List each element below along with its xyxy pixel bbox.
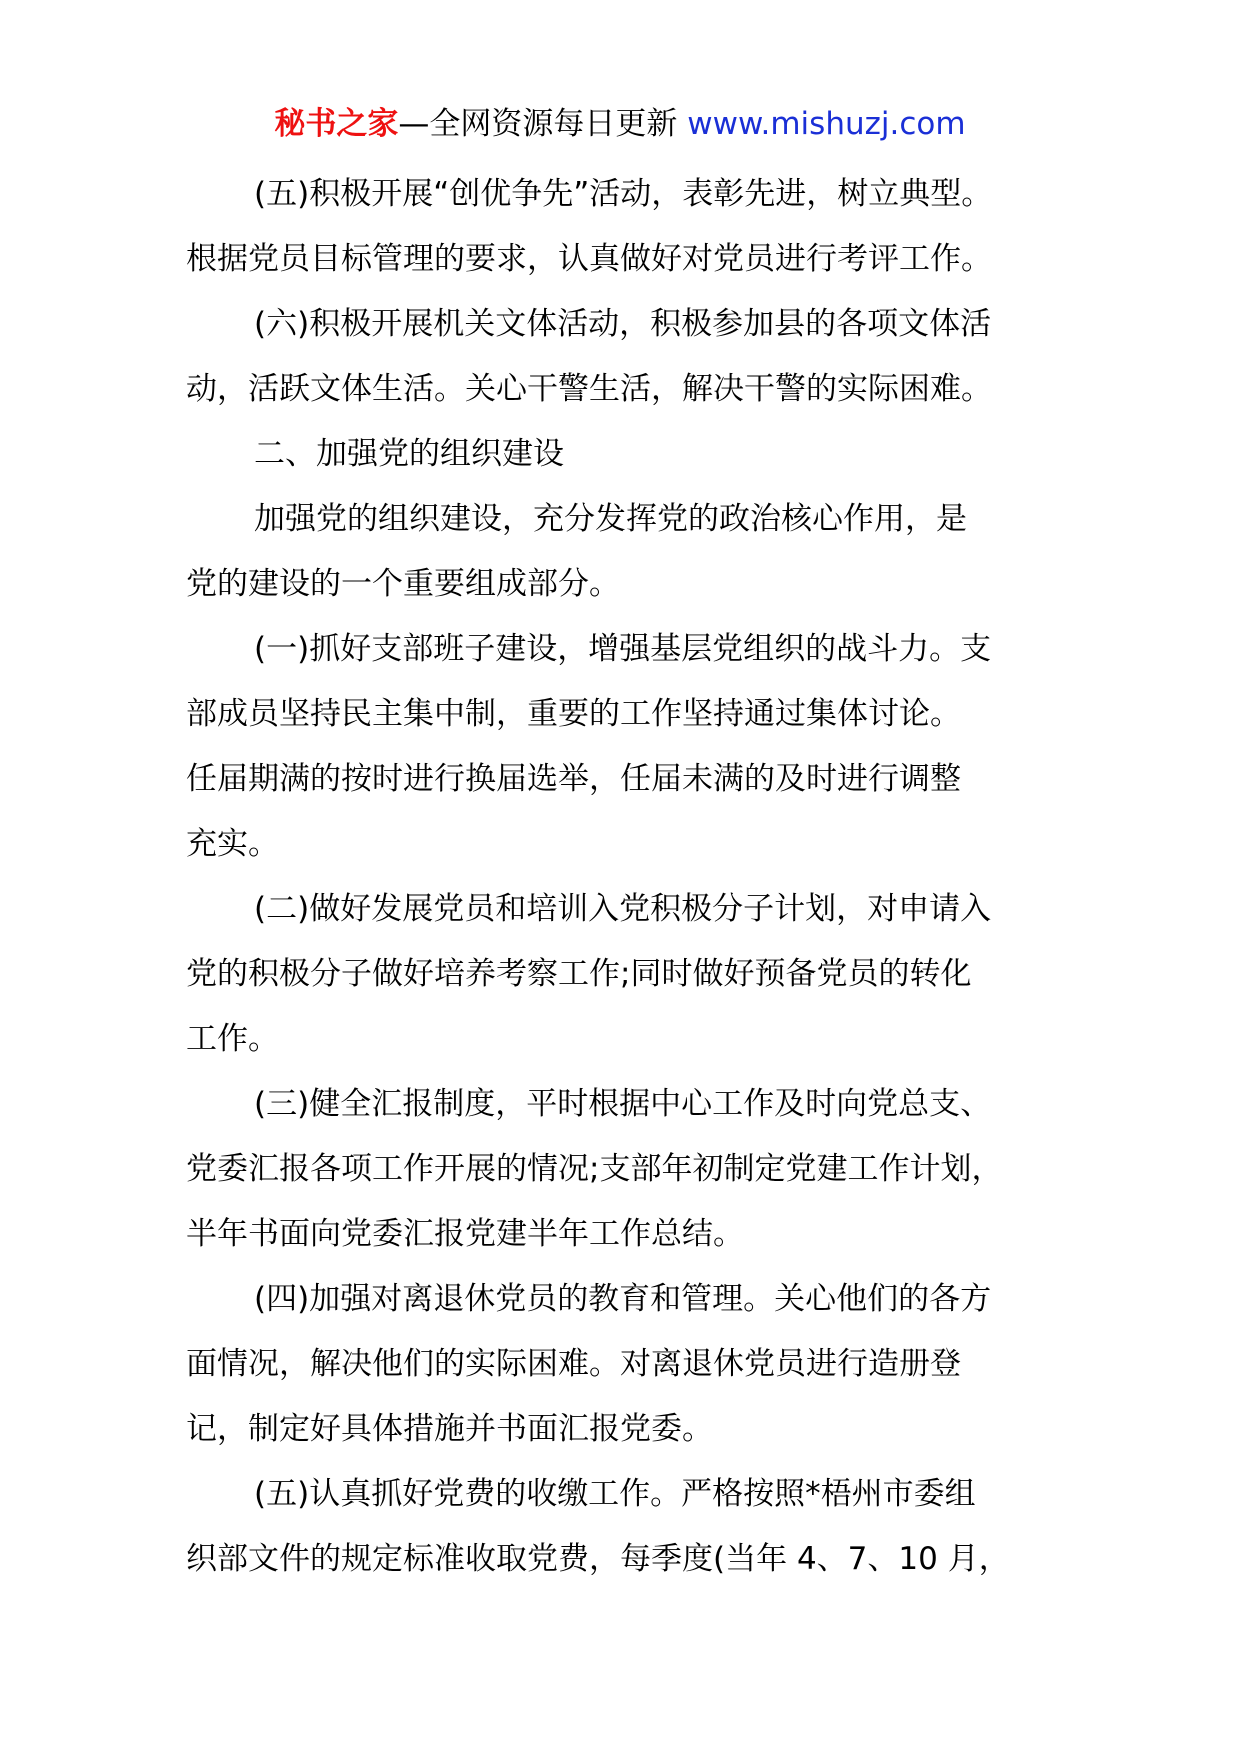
site-url-link[interactable]: www.mishuzj.com: [687, 106, 966, 142]
paragraph-line: 党的积极分子做好培养考察工作;同时做好预备党员的转化: [186, 956, 972, 992]
paragraph-line: (五)认真抓好党费的收缴工作。严格按照*梧州市委组: [254, 1476, 976, 1512]
paragraph-line: 工作。: [186, 1021, 279, 1057]
paragraph-line: (二)做好发展党员和培训入党积极分子计划，对申请入: [254, 891, 992, 927]
paragraph-line: 加强党的组织建设，充分发挥党的政治核心作用，是: [254, 501, 967, 537]
paragraph-line: 织部文件的规定标准收取党费，每季度(当年 4、7、10 月，: [186, 1541, 1010, 1577]
paragraph-line: (六)积极开展机关文体活动，积极参加县的各项文体活: [254, 306, 992, 342]
site-header: [0, 102, 1240, 146]
paragraph-line: (三)健全汇报制度，平时根据中心工作及时向党总支、: [254, 1086, 992, 1122]
header-tagline: —全网资源每日更新: [398, 106, 678, 142]
paragraph-line: (四)加强对离退休党员的教育和管理。关心他们的各方: [254, 1281, 992, 1317]
brand-name: 秘书之家: [274, 106, 399, 142]
paragraph-line: 半年书面向党委汇报党建半年工作总结。: [186, 1216, 744, 1252]
paragraph-line: 党委汇报各项工作开展的情况;支部年初制定党建工作计划，: [186, 1151, 1003, 1187]
paragraph-line: (一)抓好支部班子建设，增强基层党组织的战斗力。支: [254, 631, 992, 667]
paragraph-line: 任届期满的按时进行换届选举，任届未满的及时进行调整: [186, 761, 961, 797]
paragraph-line: 根据党员目标管理的要求，认真做好对党员进行考评工作。: [186, 241, 992, 277]
paragraph-line: 党的建设的一个重要组成部分。: [186, 566, 620, 602]
paragraph-line: (五)积极开展“创优争先”活动，表彰先进，树立典型。: [254, 176, 993, 212]
paragraph-line: 部成员坚持民主集中制，重要的工作坚持通过集体讨论。: [186, 696, 961, 732]
section-heading: 二、加强党的组织建设: [254, 436, 564, 472]
paragraph-line: 面情况，解决他们的实际困难。对离退休党员进行造册登: [186, 1346, 961, 1382]
paragraph-line: 记，制定好具体措施并书面汇报党委。: [186, 1411, 713, 1447]
paragraph-line: 动，活跃文体生活。关心干警生活，解决干警的实际困难。: [186, 371, 992, 407]
document-body: [186, 162, 1086, 1592]
paragraph-line: 充实。: [186, 826, 279, 862]
